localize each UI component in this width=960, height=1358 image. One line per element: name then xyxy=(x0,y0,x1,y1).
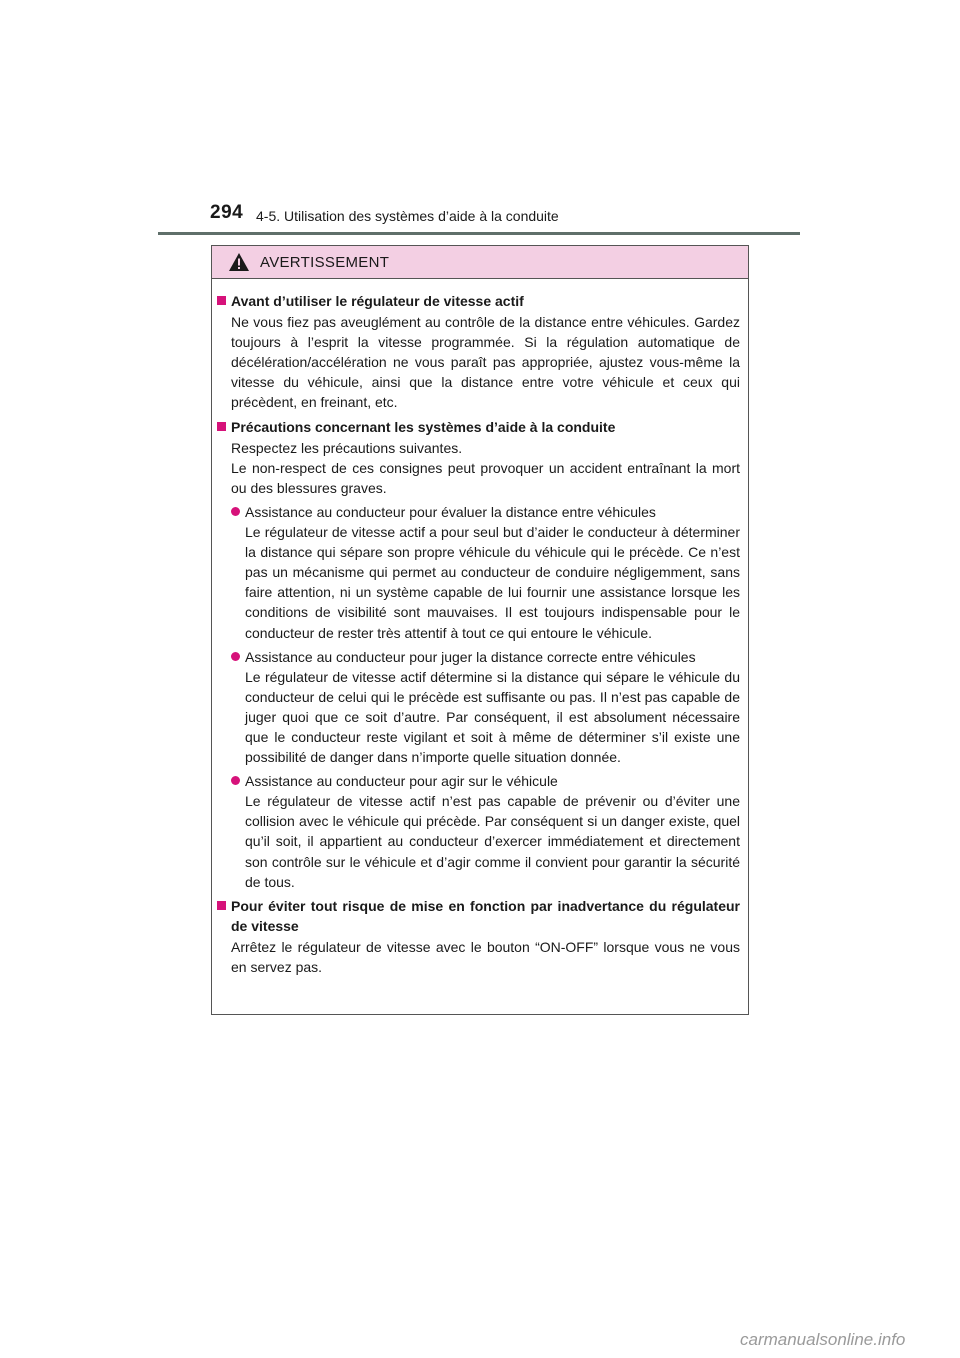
warning-triangle-icon xyxy=(228,252,250,272)
section-paragraph: Arrêtez le régulateur de vitesse avec le bouton “ON-OFF” lorsque vous ne vous en servez pas. xyxy=(231,938,740,975)
section-title: 4-5. Utilisation des systèmes d’aide à la conduite xyxy=(256,208,559,224)
section-heading xyxy=(217,291,740,311)
bullet-text: Le régulateur de vitesse actif détermine si la distance qui sépare le véhicule du conducteur de celui qui le précède est suffisante ou pas. Il n’est pas capable de juger quoi que ce soit d’autre. Par conséquent, il est absolument nécessaire que le conducteur reste vigilant et soit à même de déterminer s’il existe une possibilité de danger dans n’importe quelle situation donnée. xyxy=(245,668,740,766)
bullet-title: Assistance au conducteur pour agir sur le véhicule xyxy=(245,773,558,790)
square-bullet-icon xyxy=(217,901,226,910)
circle-bullet-icon xyxy=(231,652,240,661)
warning-section xyxy=(217,417,740,892)
warning-box xyxy=(211,245,749,1015)
warning-label: AVERTISSEMENT xyxy=(260,253,390,271)
section-paragraph: Ne vous fiez pas aveuglément au contrôle de la distance entre véhicules. Gardez toujours à l’esprit la vitesse programmée. Si la régulation automatique de décélération/accélération ne vous paraît pas appropriée, ajustez vous-même la vitesse du véhicule, ainsi que la distance entre votre véhicule et ceux qui précèdent, en freinant, etc. xyxy=(231,314,740,411)
circle-bullet-icon xyxy=(231,507,240,516)
bullet-item xyxy=(217,771,740,892)
circle-bullet-icon xyxy=(231,776,240,785)
section-title-text: Précautions concernant les systèmes d’aide à la conduite xyxy=(231,418,616,435)
bullet-text: Le régulateur de vitesse actif a pour seul but d’aider le conducteur à déterminer la distance qui sépare son propre véhicule du véhicule qui le précède. Ce n’est pas un mécanisme qui permet au conducteur de conduire négligemment, sans faire attention, ni un système capable de lui fournir une assistance lorsque les conditions de visibilité sont mauvaises. Il est toujours indispensable pour le conducteur de rester très attentif à tout ce qui entoure le véhicule. xyxy=(245,524,740,641)
bullet-content xyxy=(245,502,740,643)
square-bullet-icon xyxy=(217,422,226,431)
bullet-item xyxy=(217,647,740,768)
warning-section xyxy=(217,896,740,977)
header-rule xyxy=(158,232,800,235)
square-bullet-icon xyxy=(217,296,226,305)
watermark: carmanualsonline.info xyxy=(740,1330,906,1349)
bullet-text: Le régulateur de vitesse actif n’est pas capable de prévenir ou d’éviter une collision avec le véhicule qui précède. Par conséquent si un danger existe, quel qu’il soit, il appartient au conducteur d’exercer immédiatement et directement son contrôle sur le véhicule et d’agir comme il convient pour garantir la sécurité de tous. xyxy=(245,793,740,890)
page-number: 294 xyxy=(210,202,244,223)
section-title-text: Avant d’utiliser le régulateur de vitesse actif xyxy=(231,293,524,309)
section-paragraph: Respectez les précautions suivantes. Le non-respect de ces consignes peut provoquer un accident entraînant la mort ou des blessures graves. xyxy=(231,439,740,496)
bullet-item xyxy=(217,502,740,643)
bullet-title: Assistance au conducteur pour évaluer la distance entre véhicules xyxy=(245,503,656,520)
warning-header xyxy=(212,246,748,279)
bullet-title: Assistance au conducteur pour juger la distance correcte entre véhicules xyxy=(245,648,696,665)
bullet-content xyxy=(245,647,740,768)
bullet-content xyxy=(245,771,740,892)
section-heading xyxy=(217,896,740,936)
page-header xyxy=(210,202,800,234)
warning-body xyxy=(212,279,748,977)
warning-section xyxy=(217,291,740,413)
section-heading xyxy=(217,417,740,437)
section-title-text: Pour éviter tout risque de mise en fonction par inadvertance du régulateur de vitesse xyxy=(231,897,740,934)
